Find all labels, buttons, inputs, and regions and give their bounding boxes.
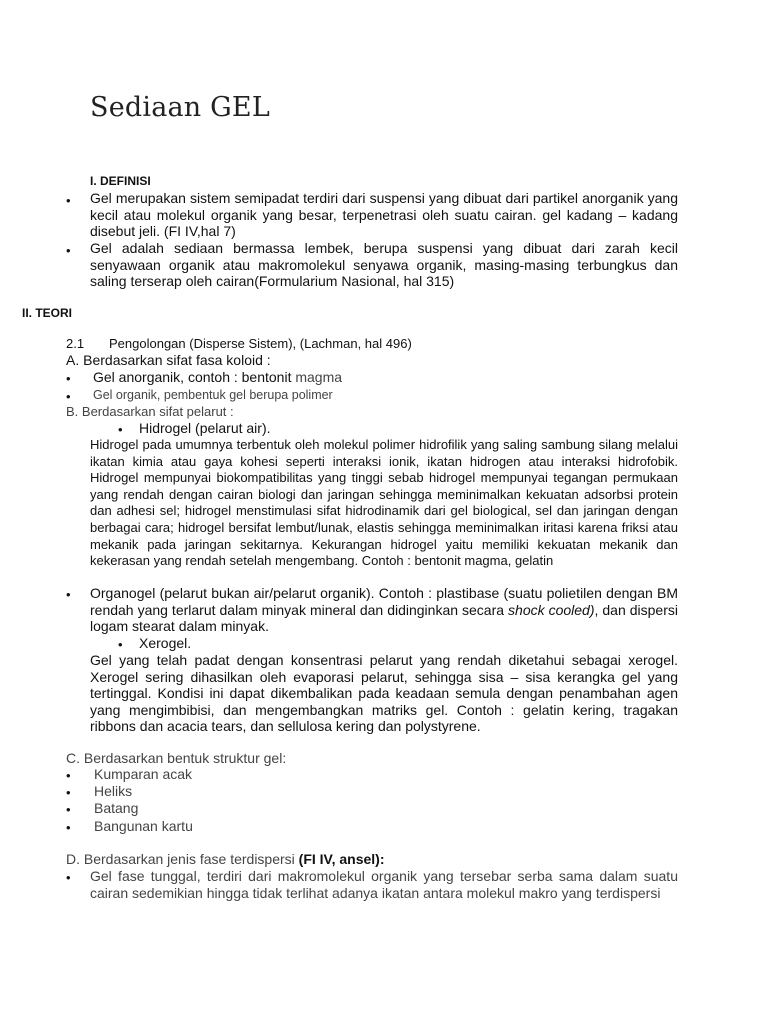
definisi-item-1: Gel merupakan sistem semipadat terdiri dari suspensi yang dibuat dari partikel anorganik yang kecil atau molekul organik yang besar, terpenetrasi oleh suatu cairan. gel kadang – kadang disebut jeli. (FI IV,hal 7) [90,190,678,239]
group-d-item-1: Gel fase tunggal, terdiri dari makromolekul organik yang tersebar serba sama dalam suatu cairan sedemikian hingga tidak terlihat adanya ikatan antara molekul makro yang terdispersi [90,868,678,901]
group-d-heading-ref: (FI IV, ansel): [298,851,385,867]
group-a-item-1-main: Gel anorganik, contoh : bentonit [93,369,292,385]
bullet-icon: • [66,193,71,208]
bullet-icon: • [66,243,71,258]
xerogel-label: Xerogel. [139,635,192,651]
organogel-text-italic: shock cooled) [508,601,595,618]
group-a-item-1 [93,369,342,385]
group-a-heading: A. Berdasarkan sifat fasa koloid : [66,352,271,368]
subsection-title: Pengolongan (Disperse Sistem), (Lachman, hal 496) [109,336,412,351]
group-c-item-2: Heliks [94,783,133,799]
bullet-icon: • [66,768,71,783]
group-c-item-4: Bangunan kartu [94,818,193,834]
bullet-icon: • [66,371,71,386]
organogel-text-pre: Organogel (pelarut bukan air/pelarut organik). Contoh : plastibase (suatu polietilen dengan BM rendah yang terlarut dalam minyak mineral dan didinginkan secara [90,585,678,618]
bullet-icon: • [66,820,71,835]
group-b-heading: B. Berdasarkan sifat pelarut : [66,404,234,419]
hidrogel-paragraph: Hidrogel pada umumnya terbentuk oleh molekul polimer hidrofilik yang saling sambung silang melalui ikatan kimia atau gaya kohesi seperti interaksi ionik, ikatan hidrogen atau interaksi hidrofobik. Hidrogel mempunyai biokompatibilitas yang tinggi sebab hidrogel mempunyai tegangan permukaan yang rendah dengan cairan biologi dan jaringan sehingga meminimalkan kekuatan adsorbsi protein dan adhesi sel; hidrogel menstimulasi sifat hidrodinamik dari gel biological, sel dan jaringan dengan berbagai cara; hidrogel bersifat lembut/lunak, elastis sehingga meminimalkan iritasi karena friksi atau mekanik pada jaringan sekitarnya. Kekurangan hidrogel yaitu memiliki kekuatan mekanik dan kekerasan yang rendah setelah mengembang. Contoh : bentonit magma, gelatin [90,437,678,569]
group-c-item-3: Batang [94,800,139,816]
group-a-item-1-tail: magma [295,369,343,385]
organogel-paragraph [90,585,678,635]
hidrogel-label: Hidrogel (pelarut air). [139,420,271,436]
bullet-icon: • [66,587,71,602]
section-heading-definisi: I. DEFINISI [90,174,151,188]
bullet-icon: • [66,870,71,885]
bullet-icon: • [66,785,71,800]
subsection-number: 2.1 [66,336,85,351]
group-a-item-2: Gel organik, pembentuk gel berupa polimer [93,388,333,402]
xerogel-paragraph: Gel yang telah padat dengan konsentrasi pelarut yang rendah diketahui sebagai xerogel. Xerogel sering dihasilkan oleh evaporasi pelarut, sehingga sisa – sisa kerangka gel yang tertinggal. Kondisi ini dapat dikembalikan pada keadaan semula dengan penambahan agen yang mengimbibisi, dan mengembangkan matriks gel. Contoh : gelatin kering, tragakan ribbons dan acacia tears, dan sellulosa kering dan polystyrene. [90,652,678,734]
bullet-icon: • [118,422,123,437]
bullet-icon: • [118,637,123,652]
bullet-icon: • [66,389,71,404]
group-d-heading [66,851,385,867]
section-heading-teori: II. TEORI [22,306,73,320]
group-c-item-1: Kumparan acak [94,766,193,782]
organogel-text-post: , dan dispersi logam stearat dalam minyak. [90,601,678,634]
group-c-heading: C. Berdasarkan bentuk struktur gel: [66,750,287,766]
definisi-item-2: Gel adalah sediaan bermassa lembek, berupa suspensi yang dibuat dari zarah kecil senyawaan organik atau makromolekul senyawa organik, masing-masing terbungkus dan saling terserap oleh cairan(Formularium Nasional, hal 315) [90,240,678,289]
bullet-icon: • [66,802,71,817]
page-title: Sediaan GEL [90,92,270,123]
group-d-heading-text: D. Berdasarkan jenis fase terdispersi [66,851,299,867]
